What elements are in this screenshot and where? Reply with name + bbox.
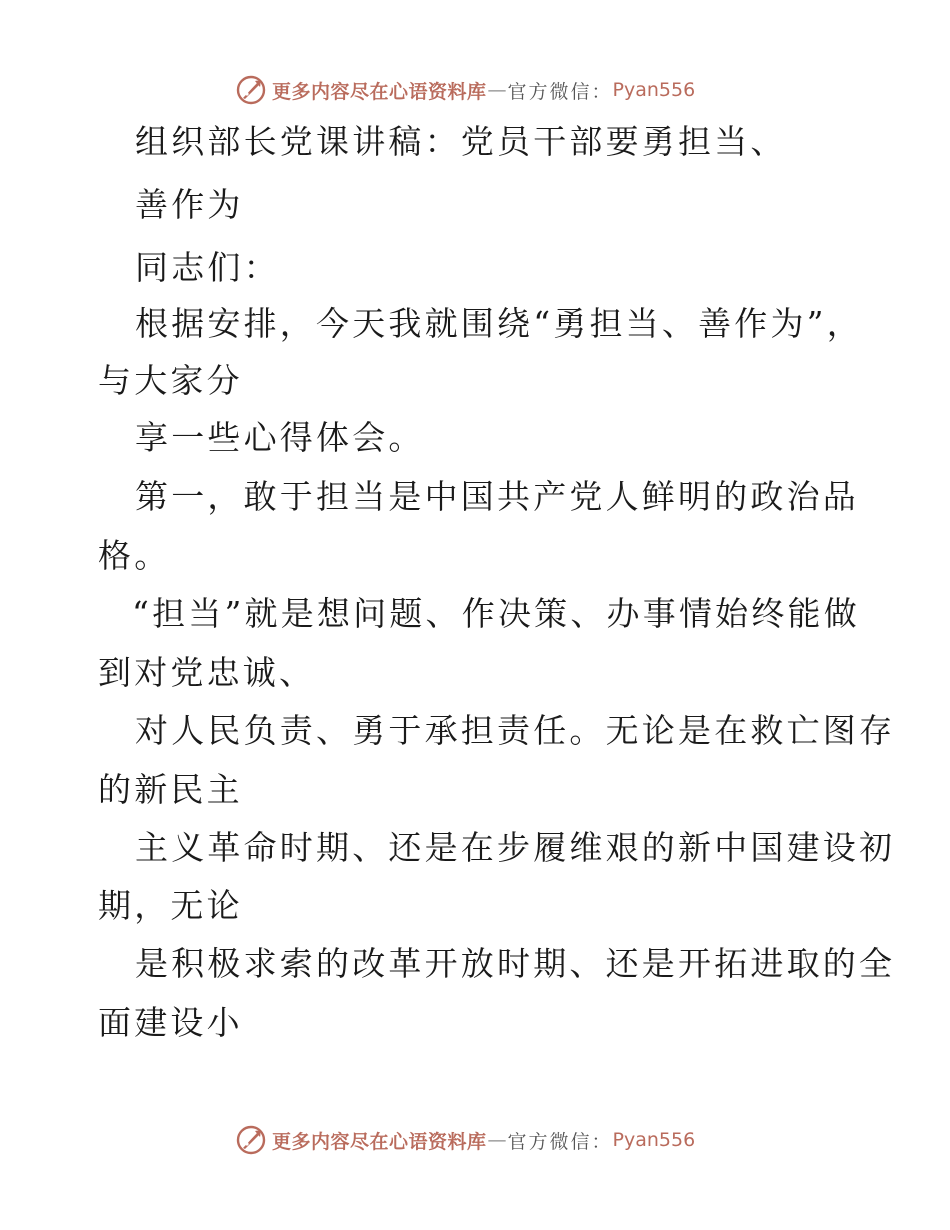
paragraph-line: 根据安排，今天我就围绕“勇担当、善作为”，	[135, 304, 863, 343]
paragraph-line: 面建设小	[98, 1003, 243, 1042]
paragraph-line: 是积极求索的改革开放时期、还是开拓进取的全	[135, 944, 896, 983]
paragraph-line: 的新民主	[98, 770, 243, 809]
title-line-1: 组织部长党课讲稿：党员干部要勇担当、	[135, 122, 787, 161]
paragraph-line: 与大家分	[98, 361, 243, 400]
watermark-wechat-id: Pyan556	[612, 79, 696, 101]
watermark-text: 更多内容尽在心语资料库	[272, 80, 487, 103]
paragraph-line: 主义革命时期、还是在步履维艰的新中国建设初	[135, 828, 896, 867]
section-heading-line: 格。	[98, 536, 171, 575]
quill-pen-icon	[236, 1125, 266, 1155]
quill-pen-icon	[236, 75, 266, 105]
paragraph-line: 到对党忠诚、	[98, 653, 316, 692]
paragraph-line: 享一些心得体会。	[135, 418, 425, 457]
paragraph-line: “担当”就是想问题、作决策、办事情始终能做	[132, 594, 860, 633]
watermark-wechat-id: Pyan556	[612, 1129, 696, 1151]
salutation: 同志们：	[135, 248, 280, 287]
header-watermark	[236, 73, 695, 107]
paragraph-line: 对人民负责、勇于承担责任。无论是在救亡图存	[135, 711, 896, 750]
watermark-separator: —	[487, 1129, 507, 1151]
footer-watermark	[236, 1123, 695, 1157]
watermark-separator: —	[487, 79, 507, 101]
watermark-wechat-label: 官方微信：	[507, 1130, 613, 1153]
watermark-wechat-label: 官方微信：	[507, 80, 613, 103]
section-heading-line: 第一，敢于担当是中国共产党人鲜明的政治品	[135, 477, 859, 516]
title-line-2: 善作为	[135, 185, 244, 224]
watermark-text: 更多内容尽在心语资料库	[272, 1130, 487, 1153]
paragraph-line: 期，无论	[98, 886, 243, 925]
